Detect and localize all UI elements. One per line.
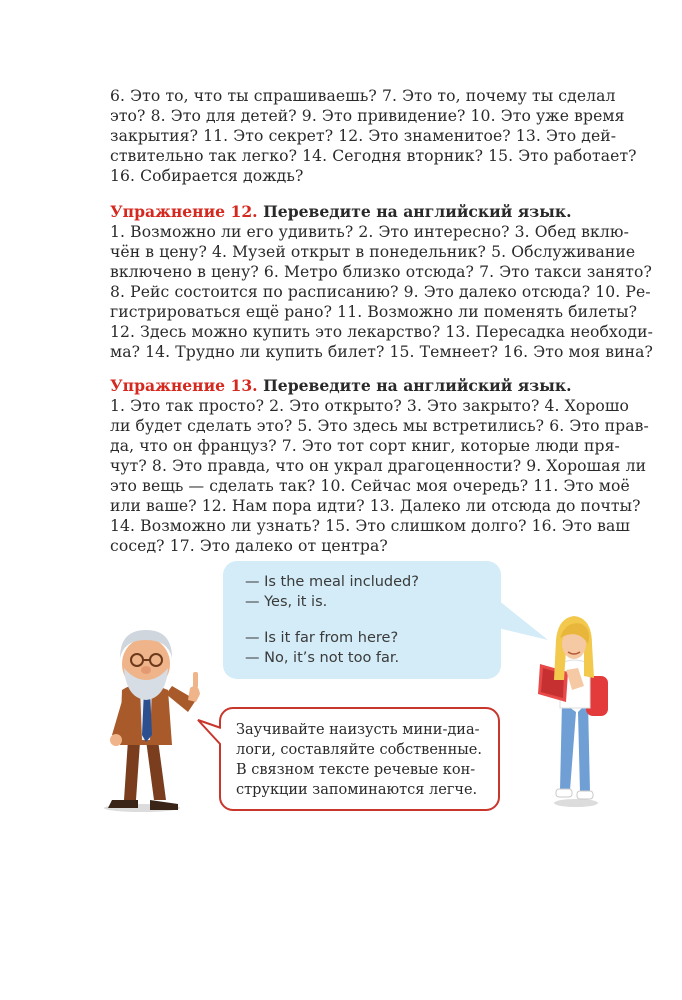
- text-line: сосед? 17. Это далеко от центра?: [110, 537, 388, 555]
- dialogue-line: — Is the meal included?: [245, 574, 419, 590]
- text-line: это? 8. Это для детей? 9. Это привидение? 10. Это уже время: [110, 107, 625, 125]
- text-line: закрытия? 11. Это секрет? 12. Это знаменитое? 13. Это дей-: [110, 127, 617, 145]
- dialogue-line: — Yes, it is.: [245, 594, 328, 610]
- text-line: или ваше? 12. Нам пора идти? 13. Далеко ли отсюда до почты?: [110, 497, 641, 515]
- text-line: 6. Это то, что ты спрашиваешь? 7. Это то, почему ты сделал: [110, 87, 616, 105]
- dialogue-line: — Is it far from here?: [245, 630, 399, 646]
- text-line: 12. Здесь можно купить это лекарство? 13. Пересадка необходи-: [110, 323, 653, 341]
- text-line: это вещь — сделать так? 10. Сейчас моя очередь? 11. Это моё: [110, 477, 630, 495]
- text-line: чут? 8. Это правда, что он украл драгоценности? 9. Хорошая ли: [110, 457, 647, 475]
- tip-line: Заучивайте наизусть мини-диа-: [236, 722, 480, 738]
- text-line: ствительно так легко? 14. Сегодня вторник? 15. Это работает?: [110, 147, 637, 165]
- text-line: гистрироваться ещё рано? 11. Возможно ли поменять билеты?: [110, 303, 638, 321]
- exercise-label: Упражнение 12.: [110, 202, 258, 221]
- text-line: ма? 14. Трудно ли купить билет? 15. Темнеет? 16. Это моя вина?: [110, 343, 653, 361]
- text-line: ли будет сделать это? 5. Это здесь мы встретились? 6. Это прав-: [110, 417, 649, 435]
- text-line: 1. Это так просто? 2. Это открыто? 3. Это закрыто? 4. Хорошо: [110, 397, 630, 415]
- tip-line: струкции запоминаются легче.: [236, 782, 478, 798]
- text-line: да, что он француз? 7. Это тот сорт книг, которые люди пря-: [110, 437, 620, 455]
- text-line: чён в цену? 4. Музей открыт в понедельник? 5. Обслуживание: [110, 243, 636, 261]
- tip-line: логи, составляйте собственные.: [236, 742, 482, 758]
- exercise-instruction: Переведите на английский язык.: [263, 202, 572, 221]
- text-line: 1. Возможно ли его удивить? 2. Это интересно? 3. Обед вклю-: [110, 223, 629, 241]
- dialogue-line: — No, it’s not too far.: [245, 650, 400, 666]
- exercise-instruction: Переведите на английский язык.: [263, 376, 572, 395]
- text-line: включено в цену? 6. Метро близко отсюда? 7. Это такси занято?: [110, 263, 652, 281]
- text-line: 14. Возможно ли узнать? 15. Это слишком долго? 16. Это ваш: [110, 517, 630, 535]
- tip-line: В связном тексте речевые кон-: [236, 762, 476, 778]
- text-line: 8. Рейс состоится по расписанию? 9. Это далеко отсюда? 10. Ре-: [110, 283, 651, 301]
- text-line: 16. Собирается дождь?: [110, 167, 304, 185]
- exercise-label: Упражнение 13.: [110, 376, 258, 395]
